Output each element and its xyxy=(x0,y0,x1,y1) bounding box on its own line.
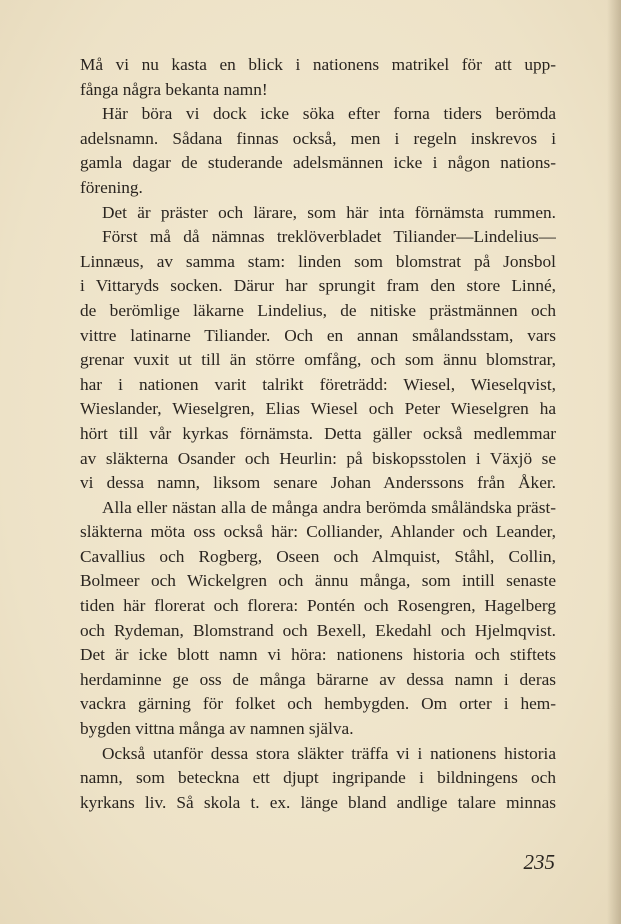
text-line: vi dessa namn, liksom senare Johan Anderssons från Åker. xyxy=(80,473,556,493)
text-line: har i nationen varit talrikt företrädd: Wiesel, Wieselqvist, xyxy=(80,374,556,394)
text-line: bygden vittna många av namnen själva. xyxy=(80,719,354,739)
text-line: Bolmeer och Wickelgren och ännu många, som intill senaste xyxy=(80,571,556,591)
text-line: av släkterna Osander och Heurlin: på biskopsstolen i Växjö se xyxy=(80,448,556,468)
text-line: Må vi nu kasta en blick i nationens matrikel för att upp- xyxy=(80,55,556,74)
text-line: och Rydeman, Blomstrand och Bexell, Ekedahl och Hjelmqvist. xyxy=(80,620,556,640)
page-number: 235 xyxy=(523,850,555,874)
text-line: Det är präster och lärare, som här inta förnämsta rummen. xyxy=(102,202,556,222)
text-line: Här böra vi dock icke söka efter forna tiders berömda xyxy=(102,104,556,124)
body-text xyxy=(80,53,556,815)
text-line: Det är icke blott namn vi höra: nationens historia och stiftets xyxy=(80,645,556,665)
text-line: de berömlige läkarne Lindelius, de nitiske prästmännen och xyxy=(80,300,556,320)
text-line: Wieslander, Wieselgren, Elias Wiesel och Peter Wieselgren ha xyxy=(80,399,556,419)
text-line: namn, som beteckna ett djupt ingripande i bildningens och xyxy=(80,768,556,788)
text-line: förening. xyxy=(80,177,143,197)
text-line: vittre latinarne Tiliander. Och en annan smålandsstam, vars xyxy=(80,325,556,345)
text-line: tiden här florerat och florera: Pontén och Rosengren, Hagelberg xyxy=(80,596,556,616)
text-line: vackra gärning för folket och hembygden. Om orter i hem- xyxy=(80,694,556,714)
text-line: Alla eller nästan alla de många andra berömda småländska präst- xyxy=(102,497,556,517)
text-line: kyrkans liv. Så skola t. ex. länge bland andlige talare minnas xyxy=(80,792,556,812)
page-edge-shadow xyxy=(607,0,621,924)
text-line: i Vittaryds socken. Därur har sprungit fram den store Linné, xyxy=(80,276,556,296)
text-line: fånga några bekanta namn! xyxy=(80,79,268,99)
text-line: Linnæus, av samma stam: linden som blomstrat på Jonsbol xyxy=(80,251,556,271)
text-line: släkterna möta oss också här: Colliander, Ahlander och Leander, xyxy=(80,522,556,542)
text-line: herdaminne ge oss de många bärarne av dessa namn i deras xyxy=(80,669,556,689)
text-line: grenar vuxit ut till än större omfång, och som ännu blomstrar, xyxy=(80,350,556,370)
text-line: hört till vår kyrkas förnämsta. Detta gäller också medlemmar xyxy=(80,423,556,443)
text-line: adelsnamn. Sådana finnas också, men i regeln inskrevos i xyxy=(80,128,556,148)
text-line: Cavallius och Rogberg, Oseen och Almquist, Ståhl, Collin, xyxy=(80,546,556,566)
text-line: Också utanför dessa stora släkter träffa vi i nationens historia xyxy=(102,743,556,763)
text-line: Först må då nämnas treklöverbladet Tiliander—Lindelius— xyxy=(102,227,556,247)
text-line: gamla dagar de studerande adelsmännen icke i någon nations- xyxy=(80,153,556,173)
